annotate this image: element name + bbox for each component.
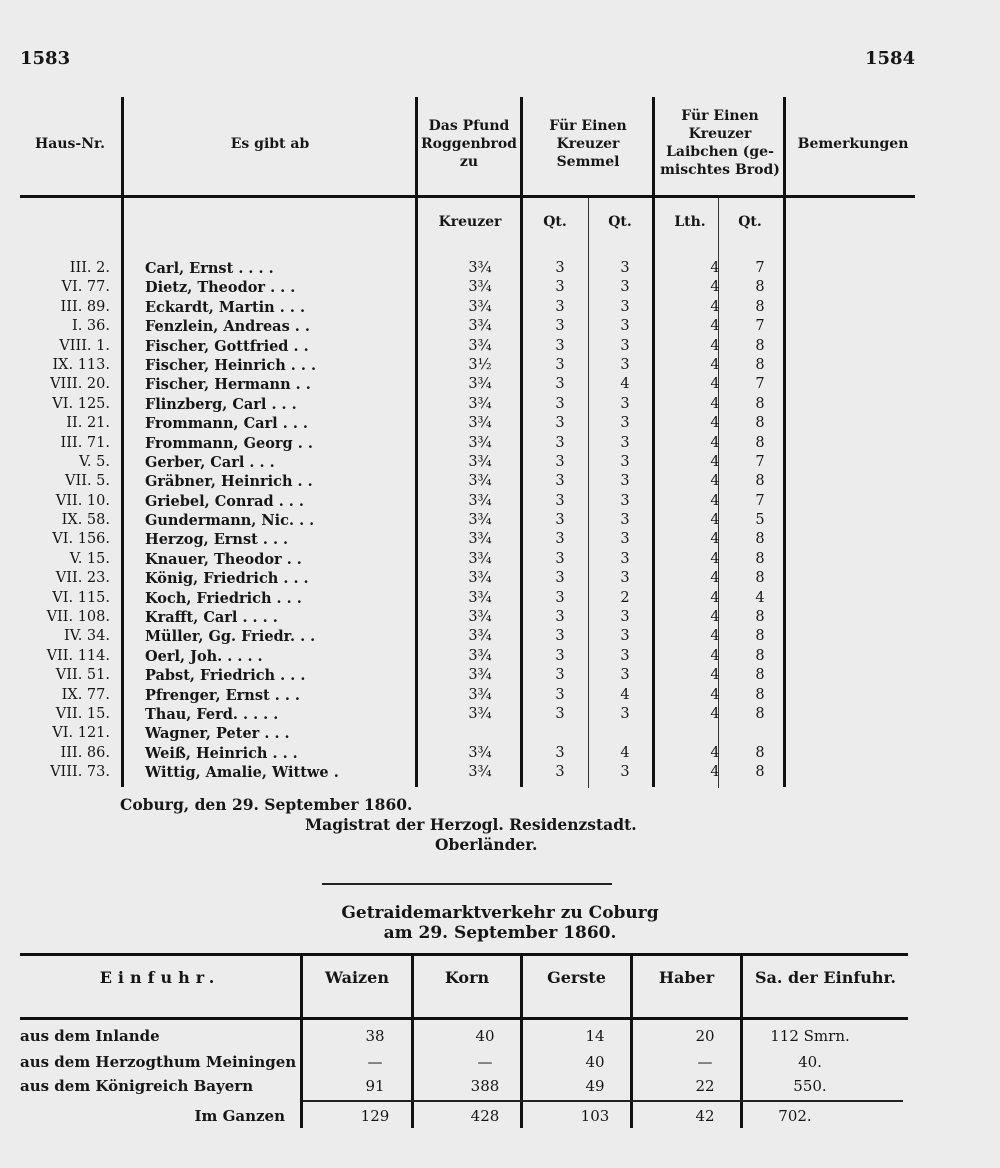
cell-laib-qt: 7 xyxy=(755,453,765,470)
cell-semmel-qt2: 3 xyxy=(620,628,630,645)
cell-baker-name: Oerl, Joh. . . . . xyxy=(145,647,263,665)
table-row xyxy=(20,608,780,627)
market-title: Getraidemarktverkehr zu Coburg xyxy=(341,903,659,923)
cell-laib-qt: 7 xyxy=(755,260,765,276)
cell-haus-nr: V. 15. xyxy=(69,550,110,567)
cell-haus-nr: I. 36. xyxy=(71,318,110,335)
cell-baker-name: Thau, Ferd. . . . . xyxy=(145,705,279,723)
cell-laib-lth: 4 xyxy=(710,356,720,373)
cell-price: 3¾ xyxy=(468,764,492,781)
cell-laib-lth: 4 xyxy=(710,318,720,335)
table-row xyxy=(20,356,780,375)
cell-baker-name: Gundermann, Nic. . . xyxy=(145,512,315,530)
cell-laib-qt: 8 xyxy=(755,628,765,645)
cell-haus-nr: III. 2. xyxy=(69,260,110,276)
cell-semmel-qt2: 3 xyxy=(620,667,630,684)
cell-semmel-qt1: 3 xyxy=(555,589,565,606)
cell-price: 3¾ xyxy=(468,473,492,490)
cell-price: 3¾ xyxy=(468,376,492,393)
cell-haus-nr: VI. 77. xyxy=(61,279,110,296)
cell-baker-name: Krafft, Carl . . . . xyxy=(145,609,278,627)
cell-baker-name: Pfrenger, Ernst . . . xyxy=(145,686,300,704)
cell-semmel-qt2: 3 xyxy=(620,550,630,567)
market-cell-sum: 550. xyxy=(793,1077,827,1095)
table-row xyxy=(20,724,780,743)
cell-semmel-qt2: 4 xyxy=(620,376,630,393)
cell-price: 3¾ xyxy=(468,395,492,412)
cell-laib-lth: 4 xyxy=(710,376,720,393)
cell-price: 3¾ xyxy=(468,260,492,276)
cell-semmel-qt1: 3 xyxy=(555,318,565,335)
unit-laib-qt: Qt. xyxy=(738,214,762,230)
cell-price: 3¾ xyxy=(468,453,492,470)
market-row xyxy=(20,1074,920,1098)
cell-haus-nr: VIII. 20. xyxy=(50,376,110,393)
cell-haus-nr: VII. 114. xyxy=(46,647,110,664)
cell-semmel-qt2: 3 xyxy=(620,531,630,548)
market-header-korn: Korn xyxy=(444,968,490,987)
cell-price: 3¾ xyxy=(468,415,492,432)
cell-laib-qt: 8 xyxy=(755,531,765,548)
cell-semmel-qt1: 3 xyxy=(555,395,565,412)
cell-baker-name: Fischer, Heinrich . . . xyxy=(145,356,317,374)
cell-baker-name: Weiß, Heinrich . . . xyxy=(145,744,298,762)
table-row xyxy=(20,259,780,278)
cell-semmel-qt1: 3 xyxy=(555,356,565,373)
cell-laib-lth: 4 xyxy=(710,260,720,276)
cell-laib-qt: 8 xyxy=(755,298,765,315)
market-cell-korn: 40 xyxy=(475,1027,495,1045)
market-row-label: aus dem Königreich Bayern xyxy=(20,1077,254,1095)
cell-laib-lth: 4 xyxy=(710,512,720,529)
cell-laib-lth: 4 xyxy=(710,395,720,412)
cell-semmel-qt1: 3 xyxy=(555,512,565,529)
cell-semmel-qt1: 3 xyxy=(555,415,565,432)
cell-semmel-qt2: 3 xyxy=(620,453,630,470)
cell-haus-nr: III. 89. xyxy=(60,298,110,315)
table-row xyxy=(20,666,780,685)
cell-semmel-qt2: 4 xyxy=(620,744,630,761)
cell-haus-nr: V. 5. xyxy=(79,453,110,470)
cell-haus-nr: VIII. 73. xyxy=(50,764,110,781)
cell-price: 3¾ xyxy=(468,647,492,664)
cell-semmel-qt2: 3 xyxy=(620,647,630,664)
cell-baker-name: Herzog, Ernst . . . xyxy=(145,531,289,549)
cell-laib-qt: 8 xyxy=(755,570,765,587)
cell-laib-lth: 4 xyxy=(710,647,720,664)
cell-laib-qt: 8 xyxy=(755,647,765,664)
cell-semmel-qt2: 3 xyxy=(620,415,630,432)
cell-price: 3¾ xyxy=(468,589,492,606)
cell-laib-lth: 4 xyxy=(710,337,720,354)
unit-laib-lth: Lth. xyxy=(674,214,706,230)
header-semmel xyxy=(523,117,653,171)
cell-semmel-qt1: 3 xyxy=(555,337,565,354)
page-number-left: 1583 xyxy=(20,48,71,69)
cell-price: 3¾ xyxy=(468,570,492,587)
cell-laib-lth: 4 xyxy=(710,453,720,470)
cell-laib-lth: 4 xyxy=(710,279,720,296)
cell-baker-name: Frommann, Carl . . . xyxy=(145,415,308,433)
cell-semmel-qt2: 3 xyxy=(620,279,630,296)
market-row xyxy=(20,1024,920,1048)
cell-laib-lth: 4 xyxy=(710,764,720,781)
market-header-waizen: Waizen xyxy=(325,968,389,987)
table-row xyxy=(20,414,780,433)
cell-price: 3¾ xyxy=(468,744,492,761)
market-cell-korn: 388 xyxy=(470,1077,500,1095)
cell-semmel-qt1: 3 xyxy=(555,667,565,684)
cell-baker-name: Flinzberg, Carl . . . xyxy=(145,395,297,413)
cell-price: 3¾ xyxy=(468,686,492,703)
cell-laib-lth: 4 xyxy=(710,628,720,645)
market-row xyxy=(20,1050,920,1074)
market-cell-haber: 20 xyxy=(695,1027,715,1045)
cell-laib-qt: 8 xyxy=(755,434,765,451)
bakery-table-body xyxy=(20,259,780,783)
header-semmel-line1: Für Einen xyxy=(549,118,627,134)
table-row xyxy=(20,686,780,705)
cell-haus-nr: VI. 121. xyxy=(52,725,110,742)
table-row xyxy=(20,298,780,317)
cell-semmel-qt1: 3 xyxy=(555,434,565,451)
cell-semmel-qt1: 3 xyxy=(555,744,565,761)
cell-semmel-qt1: 3 xyxy=(555,647,565,664)
header-laibchen-line2: Kreuzer xyxy=(688,126,752,142)
header-laibchen xyxy=(655,107,785,179)
market-total-rule xyxy=(303,1100,903,1102)
cell-semmel-qt2: 3 xyxy=(620,356,630,373)
cell-haus-nr: IX. 58. xyxy=(61,512,110,529)
cell-semmel-qt1: 3 xyxy=(555,609,565,626)
market-cell-haber: 22 xyxy=(695,1077,715,1095)
table-row xyxy=(20,569,780,588)
header-semmel-line2: Kreuzer xyxy=(556,136,620,152)
unit-semmel-qt1: Qt. xyxy=(543,214,567,230)
cell-laib-qt: 8 xyxy=(755,356,765,373)
cell-baker-name: Gräbner, Heinrich . . xyxy=(145,473,313,491)
cell-baker-name: Pabst, Friedrich . . . xyxy=(145,667,306,685)
signature-name: Oberländer. xyxy=(435,835,538,854)
cell-laib-qt: 7 xyxy=(755,376,765,393)
table-row xyxy=(20,550,780,569)
cell-laib-lth: 4 xyxy=(710,609,720,626)
cell-semmel-qt1: 3 xyxy=(555,705,565,722)
cell-laib-qt: 8 xyxy=(755,395,765,412)
cell-price: 3¾ xyxy=(468,705,492,722)
cell-haus-nr: IV. 34. xyxy=(64,628,110,645)
market-total-label: Im Ganzen xyxy=(194,1107,285,1125)
cell-laib-qt: 8 xyxy=(755,705,765,722)
table-row xyxy=(20,530,780,549)
table-row xyxy=(20,763,780,782)
header-semmel-line3: Semmel xyxy=(556,154,620,170)
table-row xyxy=(20,375,780,394)
cell-semmel-qt2: 3 xyxy=(620,609,630,626)
cell-price: 3¾ xyxy=(468,609,492,626)
col-rule-5 xyxy=(783,97,786,787)
cell-semmel-qt1: 3 xyxy=(555,453,565,470)
cell-price: 3¾ xyxy=(468,337,492,354)
table-row xyxy=(20,589,780,608)
cell-laib-lth: 4 xyxy=(710,415,720,432)
cell-baker-name: Wagner, Peter . . . xyxy=(145,725,290,743)
cell-semmel-qt2: 3 xyxy=(620,492,630,509)
cell-haus-nr: IX. 77. xyxy=(61,686,110,703)
cell-semmel-qt2: 3 xyxy=(620,764,630,781)
cell-laib-lth: 4 xyxy=(710,589,720,606)
cell-laib-qt: 8 xyxy=(755,744,765,761)
market-top-rule xyxy=(20,953,908,956)
table-row xyxy=(20,472,780,491)
cell-haus-nr: IX. 113. xyxy=(52,356,110,373)
cell-laib-lth: 4 xyxy=(710,705,720,722)
cell-semmel-qt2: 3 xyxy=(620,298,630,315)
header-price xyxy=(418,117,520,171)
cell-laib-qt: 8 xyxy=(755,667,765,684)
cell-semmel-qt1: 3 xyxy=(555,376,565,393)
cell-laib-qt: 4 xyxy=(755,589,765,606)
cell-semmel-qt1: 3 xyxy=(555,298,565,315)
cell-semmel-qt1: 3 xyxy=(555,260,565,276)
cell-laib-qt: 8 xyxy=(755,764,765,781)
market-header-rule xyxy=(20,1017,908,1020)
market-total-sum: 702. xyxy=(778,1107,812,1125)
market-cell-haber: — xyxy=(697,1053,713,1071)
market-cell-gerste: 49 xyxy=(585,1077,605,1095)
market-cell-sum: 40. xyxy=(798,1053,822,1071)
unit-semmel-qt2: Qt. xyxy=(608,214,632,230)
market-header-label: Einfuhr. xyxy=(99,968,221,987)
table-row xyxy=(20,434,780,453)
cell-baker-name: Frommann, Georg . . xyxy=(145,434,313,452)
cell-semmel-qt2: 3 xyxy=(620,473,630,490)
cell-semmel-qt2: 4 xyxy=(620,686,630,703)
cell-semmel-qt1: 3 xyxy=(555,570,565,587)
cell-laib-qt: 8 xyxy=(755,473,765,490)
cell-semmel-qt2: 3 xyxy=(620,395,630,412)
units-row xyxy=(0,214,1000,238)
cell-laib-qt: 8 xyxy=(755,609,765,626)
cell-laib-qt: 8 xyxy=(755,337,765,354)
cell-haus-nr: VI. 125. xyxy=(52,395,110,412)
cell-laib-qt: 5 xyxy=(755,512,765,529)
cell-semmel-qt1: 3 xyxy=(555,764,565,781)
cell-haus-nr: III. 71. xyxy=(60,434,110,451)
cell-baker-name: Fenzlein, Andreas . . xyxy=(145,318,310,336)
cell-haus-nr: VII. 51. xyxy=(55,667,110,684)
market-cell-waizen: 91 xyxy=(365,1077,385,1095)
market-cell-waizen: 38 xyxy=(365,1027,385,1045)
cell-semmel-qt1: 3 xyxy=(555,550,565,567)
header-haus: Haus-Nr. xyxy=(35,136,105,152)
signature-place-date: Coburg, den 29. September 1860. xyxy=(120,795,413,814)
cell-semmel-qt2: 3 xyxy=(620,318,630,335)
cell-semmel-qt1: 3 xyxy=(555,686,565,703)
cell-semmel-qt1: 3 xyxy=(555,279,565,296)
cell-baker-name: Fischer, Gottfried . . xyxy=(145,337,309,355)
market-total-waizen: 129 xyxy=(360,1107,390,1125)
cell-semmel-qt2: 2 xyxy=(620,589,630,606)
market-header-gerste: Gerste xyxy=(547,968,606,987)
header-price-line1: Das Pfund xyxy=(428,118,510,134)
cell-semmel-qt1: 3 xyxy=(555,628,565,645)
unit-price: Kreuzer xyxy=(438,214,502,230)
table-row xyxy=(20,453,780,472)
table-row xyxy=(20,647,780,666)
header-rule xyxy=(20,195,915,198)
table-row xyxy=(20,492,780,511)
cell-semmel-qt1: 3 xyxy=(555,531,565,548)
cell-price: 3¾ xyxy=(468,550,492,567)
cell-laib-lth: 4 xyxy=(710,667,720,684)
cell-laib-lth: 4 xyxy=(710,531,720,548)
section-divider xyxy=(322,883,612,885)
market-total-row xyxy=(20,1104,920,1128)
market-total-gerste: 103 xyxy=(580,1107,610,1125)
table-row xyxy=(20,278,780,297)
cell-laib-qt: 7 xyxy=(755,492,765,509)
cell-baker-name: Griebel, Conrad . . . xyxy=(145,492,304,510)
cell-price: 3¾ xyxy=(468,628,492,645)
cell-price: 3¾ xyxy=(468,492,492,509)
market-cell-sum: 112 Smrn. xyxy=(770,1027,850,1045)
cell-baker-name: Carl, Ernst . . . . xyxy=(145,260,274,277)
cell-laib-lth: 4 xyxy=(710,298,720,315)
cell-baker-name: Fischer, Hermann . . xyxy=(145,376,311,394)
cell-laib-lth: 4 xyxy=(710,434,720,451)
cell-laib-lth: 4 xyxy=(710,570,720,587)
header-laibchen-line3: Laibchen (ge- xyxy=(666,144,774,160)
cell-price: 3½ xyxy=(468,356,492,373)
cell-laib-lth: 4 xyxy=(710,686,720,703)
table-row xyxy=(20,627,780,646)
cell-semmel-qt2: 3 xyxy=(620,512,630,529)
cell-laib-qt: 8 xyxy=(755,415,765,432)
table-row xyxy=(20,744,780,763)
cell-semmel-qt1: 3 xyxy=(555,492,565,509)
cell-price: 3¾ xyxy=(468,434,492,451)
market-cell-gerste: 14 xyxy=(585,1027,605,1045)
header-name: Es gibt ab xyxy=(230,136,310,152)
market-subtitle: am 29. September 1860. xyxy=(383,923,617,943)
market-cell-waizen: — xyxy=(367,1053,383,1071)
cell-laib-lth: 4 xyxy=(710,744,720,761)
cell-haus-nr: VII. 23. xyxy=(55,570,110,587)
cell-laib-qt: 8 xyxy=(755,550,765,567)
cell-baker-name: Müller, Gg. Friedr. . . xyxy=(145,628,316,646)
cell-baker-name: Gerber, Carl . . . xyxy=(145,453,275,471)
cell-semmel-qt2: 3 xyxy=(620,260,630,276)
cell-price: 3¾ xyxy=(468,512,492,529)
cell-semmel-qt2: 3 xyxy=(620,705,630,722)
cell-semmel-qt2: 3 xyxy=(620,337,630,354)
table-row xyxy=(20,317,780,336)
cell-baker-name: Koch, Friedrich . . . xyxy=(145,589,302,607)
market-total-haber: 42 xyxy=(695,1107,715,1125)
header-remarks: Bemerkungen xyxy=(797,136,909,152)
market-header-sum: Sa. der Einfuhr. xyxy=(754,968,896,987)
cell-laib-qt: 8 xyxy=(755,686,765,703)
cell-baker-name: König, Friedrich . . . xyxy=(145,570,309,588)
cell-semmel-qt1: 3 xyxy=(555,473,565,490)
header-price-line2: Roggenbrod xyxy=(421,136,517,152)
table-row xyxy=(20,337,780,356)
cell-haus-nr: III. 86. xyxy=(60,744,110,761)
table-row xyxy=(20,705,780,724)
cell-semmel-qt2: 3 xyxy=(620,570,630,587)
page-number-right: 1584 xyxy=(865,48,916,69)
market-total-korn: 428 xyxy=(470,1107,500,1125)
table-row xyxy=(20,395,780,414)
cell-haus-nr: VI. 115. xyxy=(52,589,110,606)
cell-price: 3¾ xyxy=(468,279,492,296)
cell-haus-nr: II. 21. xyxy=(66,415,110,432)
cell-price: 3¾ xyxy=(468,318,492,335)
cell-laib-qt: 7 xyxy=(755,318,765,335)
header-laibchen-line1: Für Einen xyxy=(681,108,759,124)
header-laibchen-line4: mischtes Brod) xyxy=(660,162,780,178)
cell-semmel-qt2: 3 xyxy=(620,434,630,451)
cell-haus-nr: VIII. 1. xyxy=(59,337,110,354)
cell-baker-name: Dietz, Theodor . . . xyxy=(145,279,296,297)
market-header-haber: Haber xyxy=(658,968,715,987)
cell-baker-name: Knauer, Theodor . . xyxy=(145,550,302,568)
cell-laib-lth: 4 xyxy=(710,492,720,509)
cell-haus-nr: VII. 5. xyxy=(65,473,110,490)
cell-haus-nr: VI. 156. xyxy=(52,531,110,548)
cell-baker-name: Wittig, Amalie, Wittwe . xyxy=(145,764,339,782)
table-row xyxy=(20,511,780,530)
market-row-label: aus dem Herzogthum Meiningen xyxy=(20,1053,297,1071)
market-row-label: aus dem Inlande xyxy=(20,1027,160,1045)
market-cell-korn: — xyxy=(477,1053,493,1071)
cell-price: 3¾ xyxy=(468,531,492,548)
cell-price: 3¾ xyxy=(468,667,492,684)
cell-laib-lth: 4 xyxy=(710,550,720,567)
cell-baker-name: Eckardt, Martin . . . xyxy=(145,298,306,316)
signature-authority: Magistrat der Herzogl. Residenzstadt. xyxy=(305,815,637,834)
cell-laib-qt: 8 xyxy=(755,279,765,296)
cell-price: 3¾ xyxy=(468,298,492,315)
cell-haus-nr: VII. 15. xyxy=(55,705,110,722)
cell-laib-lth: 4 xyxy=(710,473,720,490)
header-price-line3: zu xyxy=(459,154,479,170)
cell-haus-nr: VII. 10. xyxy=(55,492,110,509)
market-cell-gerste: 40 xyxy=(585,1053,605,1071)
cell-haus-nr: VII. 108. xyxy=(46,609,110,626)
